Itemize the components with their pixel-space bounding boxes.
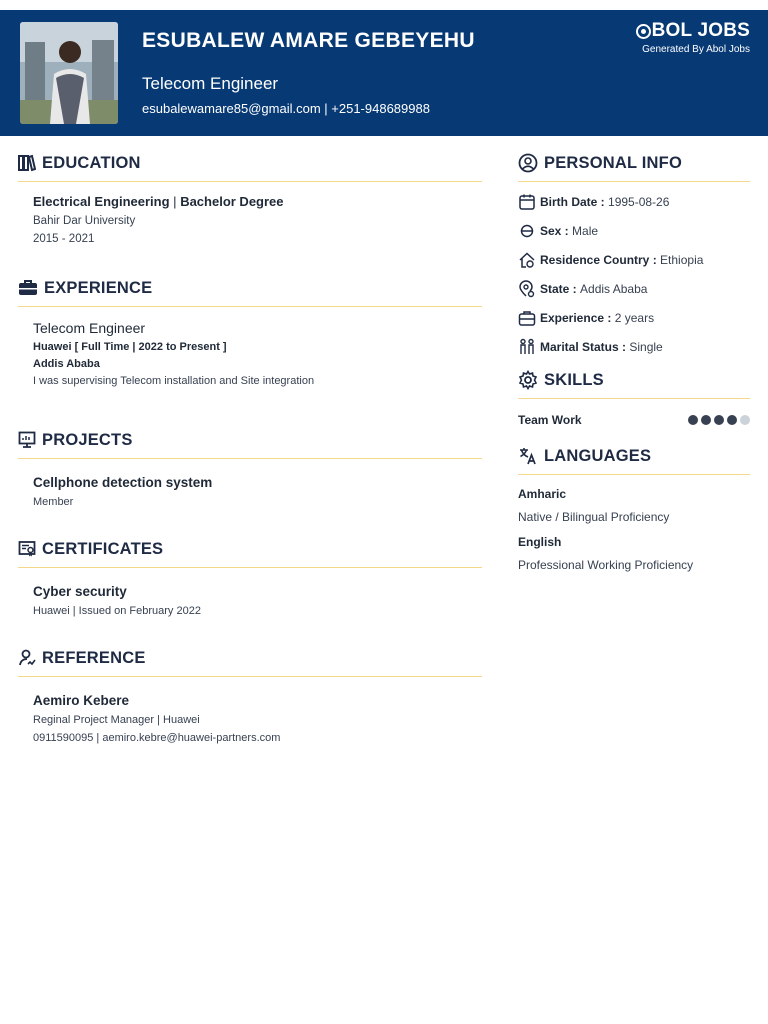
skills-heading: SKILLS (544, 370, 604, 389)
info-row-marital-status: Marital Status : Single (518, 332, 750, 361)
experience-description: I was supervising Telecom installation and Site integration (33, 375, 315, 387)
experience-location: Addis Ababa (33, 358, 100, 370)
experience-section (18, 273, 482, 425)
brand-subtitle: Generated By Abol Jobs (642, 44, 750, 55)
divider (18, 567, 482, 568)
info-row-sex: Sex : Male (518, 216, 750, 245)
project-name: Cellphone detection system (33, 475, 213, 490)
skills-section (518, 365, 750, 427)
info-row-residence: Residence Country : Ethiopia (518, 245, 750, 274)
skill-name: Team Work (518, 413, 582, 427)
candidate-contact: esubalewamare85@gmail.com | +251-948689988 (142, 101, 430, 116)
right-column (518, 148, 750, 572)
education-field: Electrical Engineering (33, 194, 170, 209)
skill-level-rating (688, 415, 750, 425)
info-row-experience: Experience : 2 years (518, 303, 750, 332)
skill-dot-filled (727, 415, 737, 425)
projects-heading: PROJECTS (42, 430, 133, 449)
certificates-section (18, 534, 482, 643)
education-years: 2015 - 2021 (33, 233, 95, 245)
translate-icon (518, 446, 538, 466)
skill-row (518, 413, 750, 427)
personal-info-section (518, 148, 750, 361)
divider (18, 676, 482, 677)
candidate-title: Telecom Engineer (142, 74, 279, 93)
experience-role: Telecom Engineer (33, 320, 146, 336)
gender-icon (518, 222, 536, 240)
divider (18, 306, 482, 307)
divider (518, 474, 750, 475)
certificate-name: Cyber security (33, 584, 127, 599)
language-name: English (518, 535, 562, 549)
reference-name: Aemiro Kebere (33, 693, 130, 708)
education-section: EDUCATION Electrical Engineering | Bachelor Degree Bahir Dar University 2015 - 2021 (18, 148, 482, 273)
person-icon (18, 649, 36, 667)
left-column (18, 148, 482, 744)
experience-heading: EXPERIENCE (44, 278, 153, 297)
calendar-icon (518, 193, 536, 211)
reference-heading: REFERENCE (42, 648, 146, 667)
language-level: Professional Working Proficiency (518, 558, 694, 572)
project-role: Member (33, 496, 74, 508)
home-icon (518, 251, 536, 269)
brand-name: BOL JOBS (651, 20, 750, 41)
languages-section (518, 441, 750, 572)
education-heading: EDUCATION (42, 153, 141, 172)
divider (18, 181, 482, 182)
presentation-icon (18, 431, 36, 449)
user-circle-icon (518, 153, 538, 173)
certificate-detail: Huawei | Issued on February 2022 (33, 605, 201, 617)
experience-company: Huawei [ Full Time | 2022 to Present ] (33, 341, 227, 353)
skill-dot-filled (688, 415, 698, 425)
skill-dot-empty (740, 415, 750, 425)
briefcase-outline-icon (518, 309, 536, 327)
skill-dot-filled (714, 415, 724, 425)
certificate-icon (18, 540, 36, 558)
personal-info-heading: PERSONAL INFO (544, 153, 682, 172)
abol-logo-icon (636, 24, 651, 39)
education-school: Bahir Dar University (33, 215, 136, 227)
gear-icon (518, 370, 538, 390)
info-row-state: State : Addis Ababa (518, 274, 750, 303)
briefcase-icon (18, 279, 38, 297)
languages-heading: LANGUAGES (544, 446, 652, 465)
language-name: Amharic (518, 487, 567, 501)
reference-position: Reginal Project Manager | Huawei (33, 714, 200, 726)
reference-section (18, 643, 482, 744)
resume-header (0, 10, 768, 136)
brand-logo (636, 20, 750, 55)
books-icon (18, 154, 36, 172)
education-degree: Bachelor Degree (180, 194, 284, 209)
profile-photo (20, 22, 118, 124)
skill-dot-filled (701, 415, 711, 425)
info-row-birth-date: Birth Date : 1995-08-26 (518, 187, 750, 216)
divider (518, 181, 750, 182)
people-icon (518, 338, 536, 356)
divider (18, 458, 482, 459)
projects-section (18, 425, 482, 534)
divider (518, 398, 750, 399)
language-level: Native / Bilingual Proficiency (518, 510, 670, 524)
certificates-heading: CERTIFICATES (42, 539, 164, 558)
location-pin-icon (518, 280, 536, 298)
reference-contact: 0911590095 | aemiro.kebre@huawei-partners.com (33, 732, 281, 744)
candidate-name: ESUBALEW AMARE GEBEYEHU (142, 29, 475, 52)
